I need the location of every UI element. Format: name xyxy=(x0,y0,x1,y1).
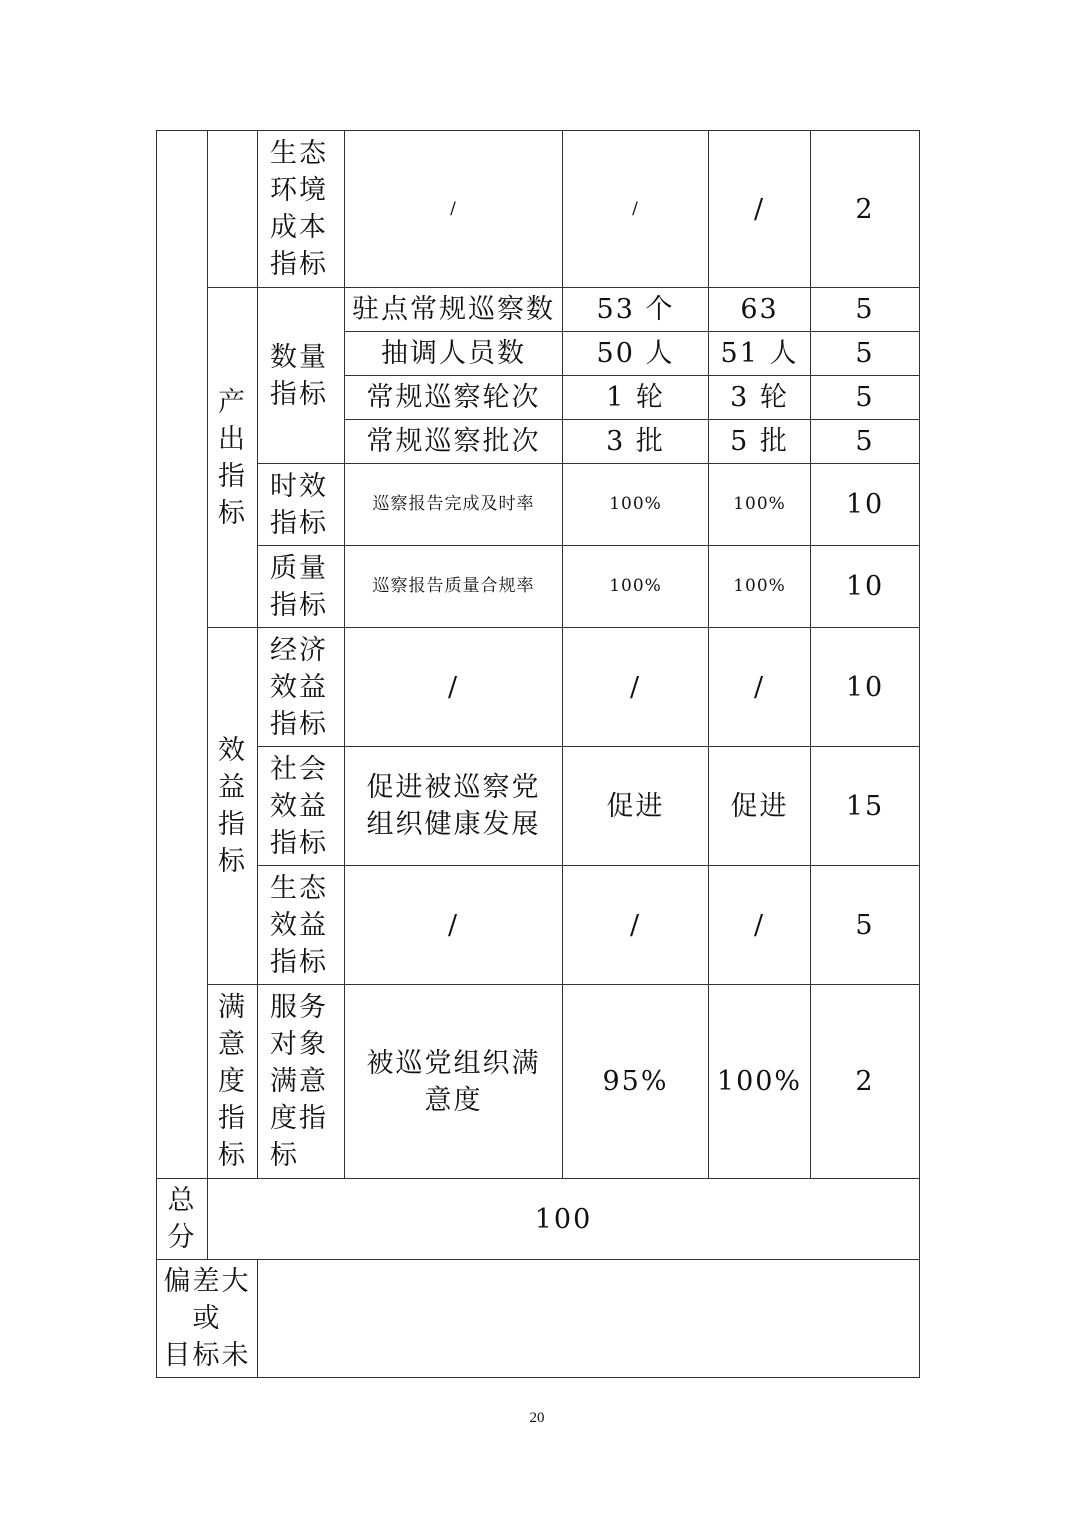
actual-cell: 3 轮 xyxy=(709,376,811,420)
target-cell: 100% xyxy=(563,464,709,546)
target-cell: 100% xyxy=(563,546,709,628)
score-cell: 10 xyxy=(811,546,920,628)
target-cell: 促进 xyxy=(563,747,709,866)
indicator-cell: 巡察报告完成及时率 xyxy=(345,464,563,546)
table-row xyxy=(157,747,920,866)
table-row xyxy=(157,628,920,747)
score-cell: 10 xyxy=(811,628,920,747)
table-row xyxy=(157,288,920,332)
quantity-indicator-label: 数量指标 xyxy=(258,288,345,464)
total-label: 总分 xyxy=(157,1179,208,1260)
table-row xyxy=(157,1179,920,1260)
score-cell: 15 xyxy=(811,747,920,866)
table-row xyxy=(157,985,920,1179)
actual-cell: 促进 xyxy=(709,747,811,866)
actual-cell: / xyxy=(709,131,811,288)
performance-table xyxy=(156,130,920,1378)
indicator-cell: 被巡党组织满意度 xyxy=(345,985,563,1179)
table-row xyxy=(157,131,920,288)
table-row xyxy=(157,464,920,546)
total-value: 100 xyxy=(208,1179,920,1260)
tertiary-indicator: 经济效益指标 xyxy=(258,628,345,747)
indicator-cell: 驻点常规巡察数 xyxy=(345,288,563,332)
target-cell: 1 轮 xyxy=(563,376,709,420)
satisfaction-indicator-label: 满意度指标 xyxy=(208,985,258,1179)
indicator-cell: / xyxy=(345,866,563,985)
score-cell: 5 xyxy=(811,376,920,420)
actual-cell: 100% xyxy=(709,464,811,546)
tertiary-indicator: 生态环境成本指标 xyxy=(258,131,345,288)
tertiary-indicator: 社会效益指标 xyxy=(258,747,345,866)
actual-cell: 100% xyxy=(709,985,811,1179)
indicator-cell: 巡察报告质量合规率 xyxy=(345,546,563,628)
tertiary-indicator: 服务对象满意度指标 xyxy=(258,985,345,1179)
actual-cell: / xyxy=(709,866,811,985)
benefit-indicator-label: 效益指标 xyxy=(208,628,258,985)
deviation-label: 偏差大 或 目标未 xyxy=(157,1260,258,1378)
actual-cell: / xyxy=(709,628,811,747)
target-cell: 3 批 xyxy=(563,420,709,464)
table-row xyxy=(157,1260,920,1378)
tertiary-indicator: 时效指标 xyxy=(258,464,345,546)
indicator-cell: 抽调人员数 xyxy=(345,332,563,376)
target-cell: / xyxy=(563,628,709,747)
indicator-cell: 促进被巡察党组织健康发展 xyxy=(345,747,563,866)
indicator-cell: 常规巡察批次 xyxy=(345,420,563,464)
level1-cell-empty xyxy=(157,131,208,1179)
target-cell: 50 人 xyxy=(563,332,709,376)
tertiary-indicator: 生态效益指标 xyxy=(258,866,345,985)
target-cell: / xyxy=(563,866,709,985)
target-cell: 53 个 xyxy=(563,288,709,332)
level2-cell-empty xyxy=(208,131,258,288)
score-cell: 5 xyxy=(811,332,920,376)
page-number: 20 xyxy=(529,1410,545,1426)
indicator-cell: / xyxy=(345,628,563,747)
output-indicator-label: 产出指标 xyxy=(208,288,258,628)
indicator-cell: / xyxy=(345,131,563,288)
score-cell: 5 xyxy=(811,420,920,464)
table-row xyxy=(157,866,920,985)
score-cell: 10 xyxy=(811,464,920,546)
actual-cell: 63 xyxy=(709,288,811,332)
actual-cell: 100% xyxy=(709,546,811,628)
actual-cell: 5 批 xyxy=(709,420,811,464)
score-cell: 2 xyxy=(811,985,920,1179)
table-row xyxy=(157,546,920,628)
score-cell: 5 xyxy=(811,866,920,985)
tertiary-indicator: 质量指标 xyxy=(258,546,345,628)
score-cell: 2 xyxy=(811,131,920,288)
target-cell: 95% xyxy=(563,985,709,1179)
indicator-cell: 常规巡察轮次 xyxy=(345,376,563,420)
actual-cell: 51 人 xyxy=(709,332,811,376)
target-cell: / xyxy=(563,131,709,288)
deviation-value xyxy=(258,1260,920,1378)
score-cell: 5 xyxy=(811,288,920,332)
